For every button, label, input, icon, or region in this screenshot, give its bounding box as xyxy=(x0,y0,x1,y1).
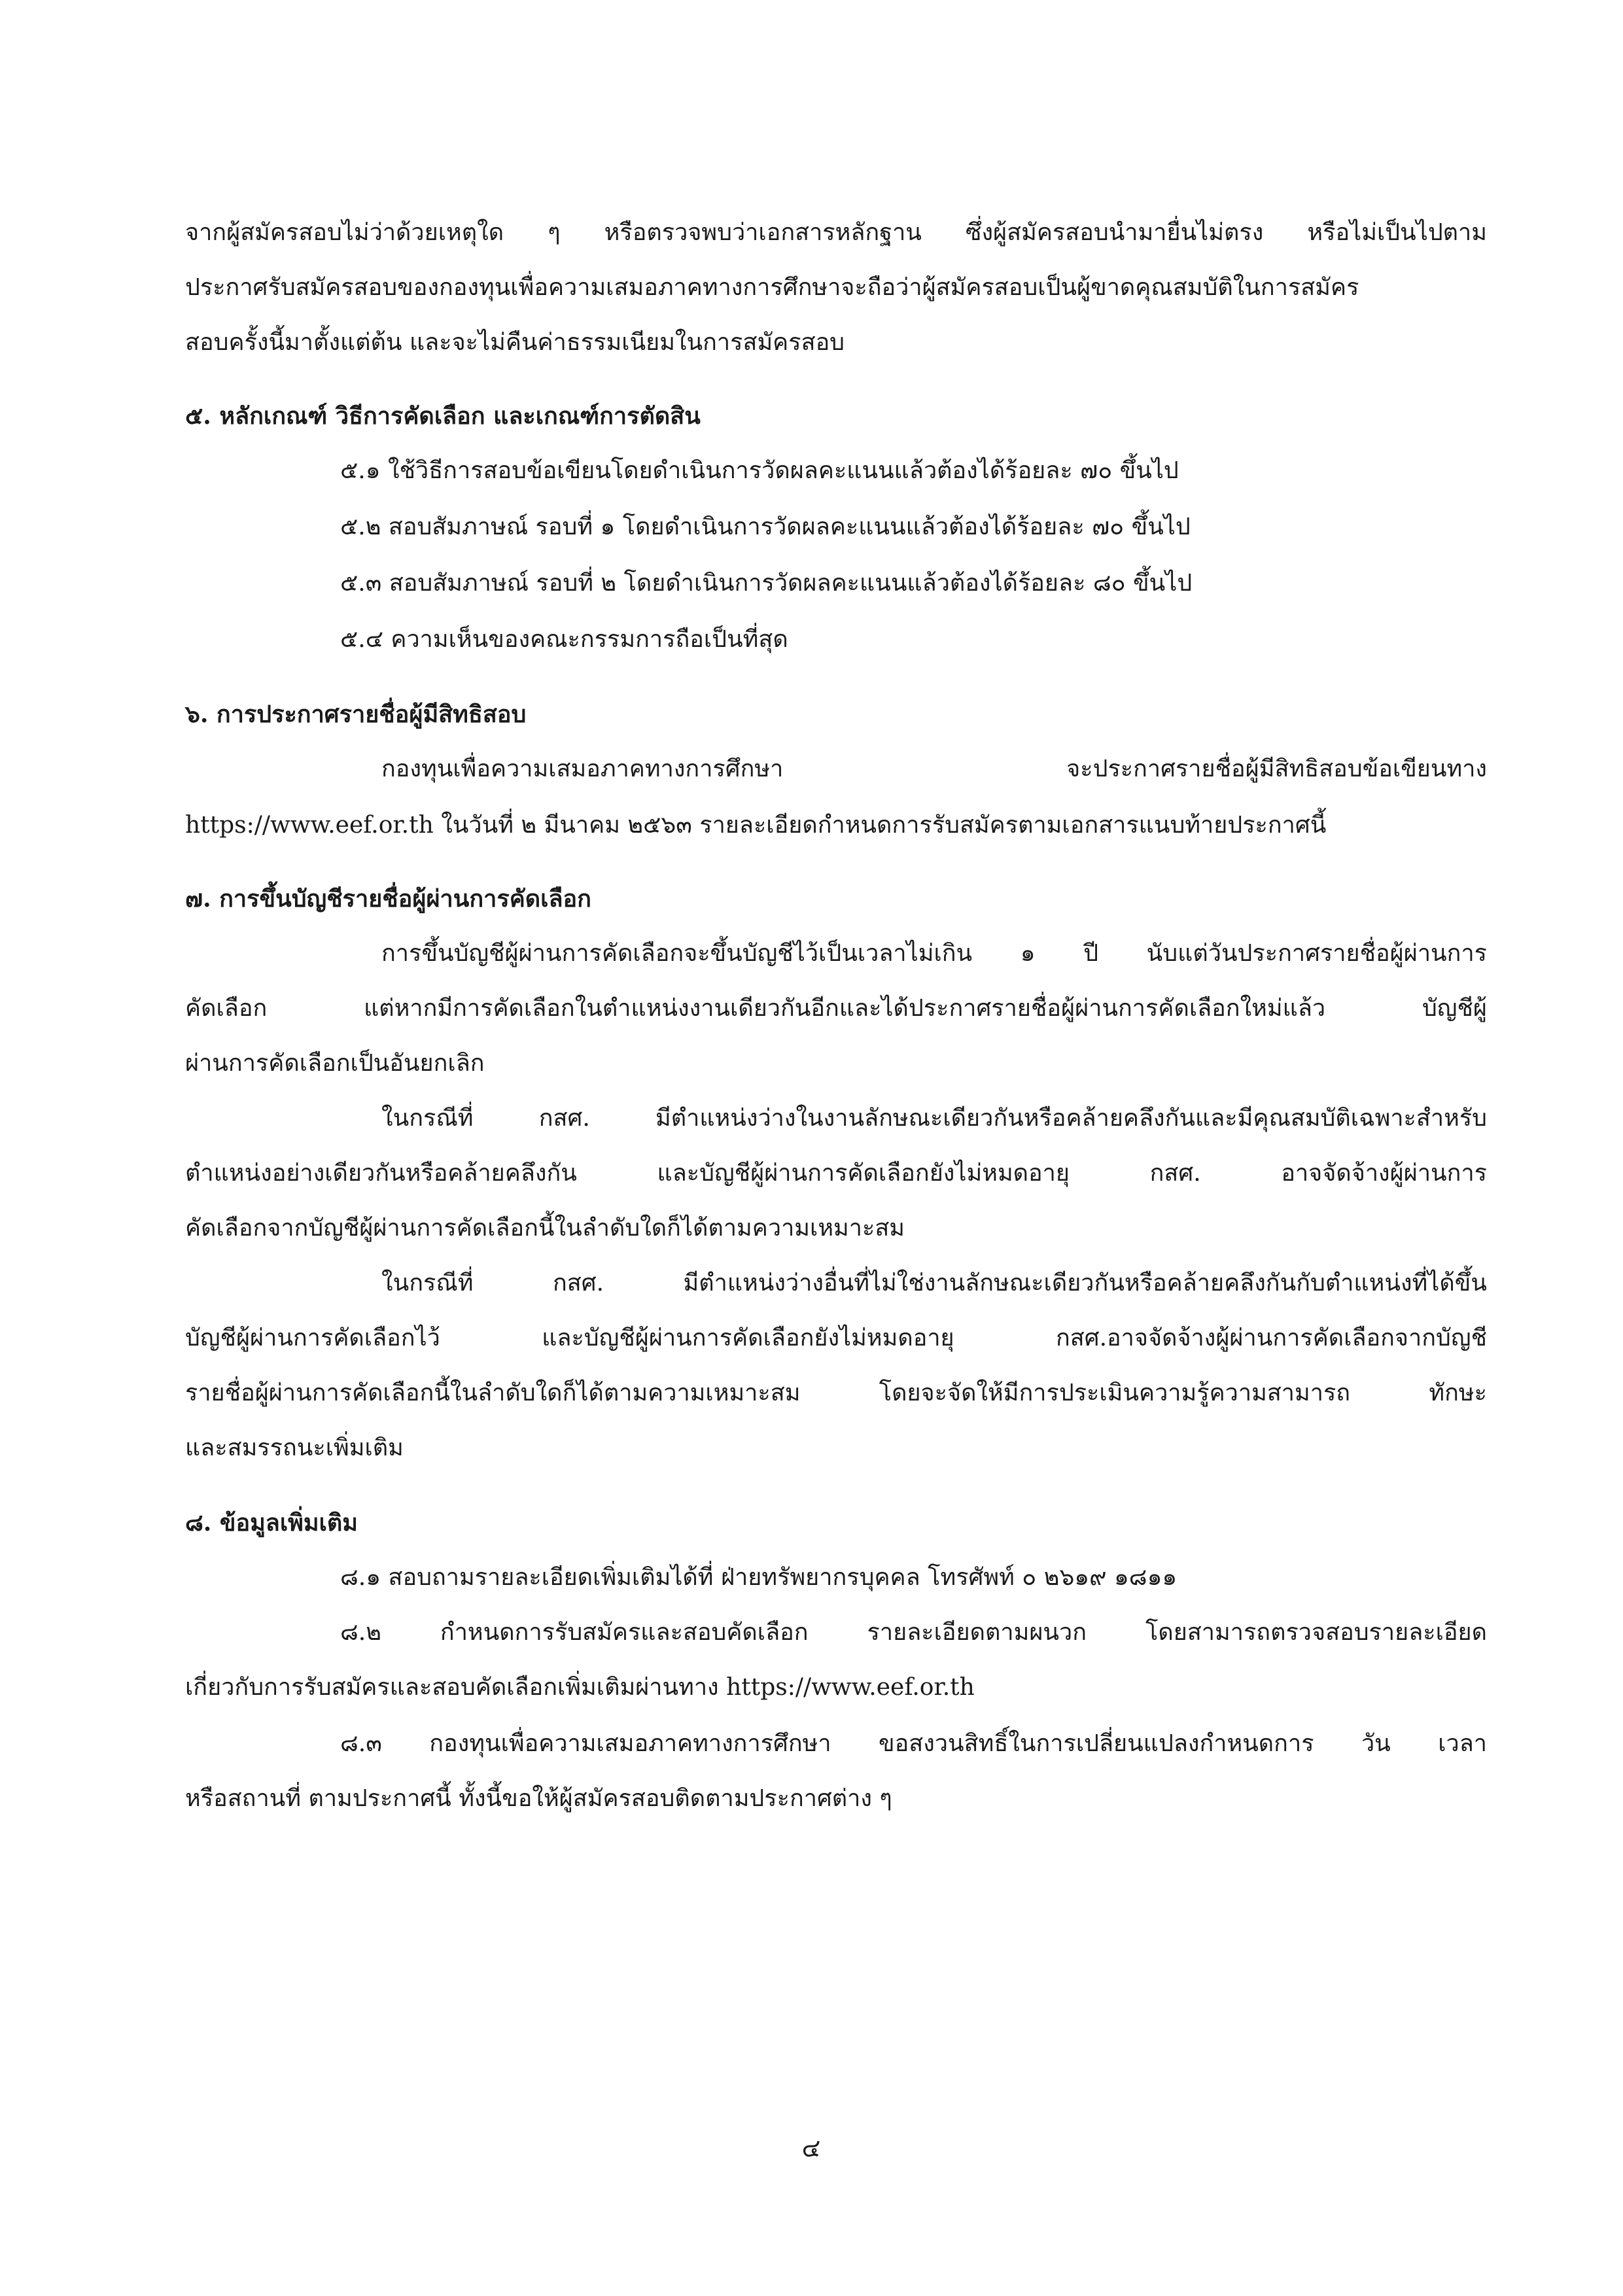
section-7-para-2-line-3: คัดเลือกจากบัญชีผู้ผ่านการคัดเลือกนี้ในลำดับใดก็ได้ตามความเหมาะสม xyxy=(185,1215,905,1242)
section-6-heading: ๖. การประกาศรายชื่อผู้มีสิทธิสอบ xyxy=(185,701,527,728)
section-8-item-1: ๘.๑ สอบถามรายละเอียดเพิ่มเติมได้ที่ ฝ่ายทรัพยากรบุคคล โทรศัพท์ ๐ ๒๖๑๙ ๑๘๑๑ xyxy=(340,1564,1178,1591)
page-number: ๔ xyxy=(801,2134,821,2163)
section-7-para-3-line-1: ในกรณีที่ กสศ. มีตำแหน่งว่างอื่นที่ไม่ใช่งานลักษณะเดียวกันหรือคล้ายคลึงกันกับตำแหน่งที่ได้ขึ้น xyxy=(381,1270,1487,1296)
section-7-para-3-line-4: และสมรรถนะเพิ่มเติม xyxy=(185,1435,404,1461)
section-7-para-2-line-1: ในกรณีที่ กสศ. มีตำแหน่งว่างในงานลักษณะเดียวกันหรือคล้ายคลึงกันและมีคุณสมบัติเฉพาะสำหรับ xyxy=(381,1105,1487,1132)
intro-line-2: ประกาศรับสมัครสอบของกองทุนเพื่อความเสมอภาคทางการศึกษาจะถือว่าผู้สมัครสอบเป็นผู้ขาดคุณสมบัติในการสมัคร xyxy=(185,274,1359,301)
section-5-heading: ๕. หลักเกณฑ์ วิธีการคัดเลือก และเกณฑ์การตัดสิน xyxy=(185,402,701,430)
section-7-para-1-line-2: คัดเลือก แต่หากมีการคัดเลือกในตำแหน่งงานเดียวกันอีกและได้ประกาศรายชื่อผู้ผ่านการคัดเลือกใหม่แล้ว บัญชีผู้ xyxy=(185,995,1487,1022)
section-8-heading: ๘. ข้อมูลเพิ่มเติม xyxy=(185,1509,358,1537)
section-7-para-2-line-2: ตำแหน่งอย่างเดียวกันหรือคล้ายคลึงกัน และบัญชีผู้ผ่านการคัดเลือกยังไม่หมดอายุ กสศ. อาจจัดจ้างผู้ผ่านการ xyxy=(185,1160,1487,1187)
section-8-item-3-line-1: ๘.๓ กองทุนเพื่อความเสมอภาคทางการศึกษา ขอสงวนสิทธิ์ในการเปลี่ยนแปลงกำหนดการ วัน เวลา xyxy=(340,1730,1487,1757)
section-7-para-1-line-1: การขึ้นบัญชีผู้ผ่านการคัดเลือกจะขึ้นบัญชีไว้เป็นเวลาไม่เกิน ๑ ปี นับแต่วันประกาศรายชื่อผู้ผ่านการ xyxy=(381,940,1487,967)
intro-line-1: จากผู้สมัครสอบไม่ว่าด้วยเหตุใด ๆ หรือตรวจพบว่าเอกสารหลักฐาน ซึ่งผู้สมัครสอบนำมายื่นไม่ตรง หรือไม่เป็นไปตาม xyxy=(185,219,1487,246)
section-5-item-3: ๕.๓ สอบสัมภาษณ์ รอบที่ ๒ โดยดำเนินการวัดผลคะแนนแล้วต้องได้ร้อยละ ๘๐ ขึ้นไป xyxy=(340,570,1193,597)
section-6-line-2: https://www.eef.or.th ในวันที่ ๒ มีนาคม ๒๕๖๓ รายละเอียดกำหนดการรับสมัครตามเอกสารแนบท้ายประกาศนี้ xyxy=(185,812,1327,839)
section-7-heading: ๗. การขึ้นบัญชีรายชื่อผู้ผ่านการคัดเลือก xyxy=(185,885,591,913)
section-6-line-1: กองทุนเพื่อความเสมอภาคทางการศึกษา จะประกาศรายชื่อผู้มีสิทธิสอบข้อเขียนทาง xyxy=(381,756,1487,782)
section-7-para-1-line-3: ผ่านการคัดเลือกเป็นอันยกเลิก xyxy=(185,1050,485,1077)
section-8-item-2-line-1: ๘.๒ กำหนดการรับสมัครและสอบคัดเลือก รายละเอียดตามผนวก โดยสามารถตรวจสอบรายละเอียด xyxy=(340,1619,1487,1646)
section-5-item-1: ๕.๑ ใช้วิธีการสอบข้อเขียนโดยดำเนินการวัดผลคะแนนแล้วต้องได้ร้อยละ ๗๐ ขึ้นไป xyxy=(340,457,1179,484)
section-5-item-4: ๕.๔ ความเห็นของคณะกรรมการถือเป็นที่สุด xyxy=(340,626,788,653)
section-8-item-2-line-2: เกี่ยวกับการรับสมัครและสอบคัดเลือกเพิ่มเติมผ่านทาง https://www.eef.or.th xyxy=(185,1674,975,1701)
section-7-para-3-line-3: รายชื่อผู้ผ่านการคัดเลือกนี้ในลำดับใดก็ได้ตามความเหมาะสม โดยจะจัดให้มีการประเมินความรู้ความสามารถ ทักษะ xyxy=(185,1380,1487,1406)
intro-line-3: สอบครั้งนี้มาตั้งแต่ต้น และจะไม่คืนค่าธรรมเนียมในการสมัครสอบ xyxy=(185,329,845,356)
section-8-item-3-line-2: หรือสถานที่ ตามประกาศนี้ ทั้งนี้ขอให้ผู้สมัครสอบติดตามประกาศต่าง ๆ xyxy=(185,1785,892,1812)
section-7-para-3-line-2: บัญชีผู้ผ่านการคัดเลือกไว้ และบัญชีผู้ผ่านการคัดเลือกยังไม่หมดอายุ กสศ.อาจจัดจ้างผู้ผ่านการคัดเลือกจากบัญชี xyxy=(185,1325,1487,1351)
section-5-item-2: ๕.๒ สอบสัมภาษณ์ รอบที่ ๑ โดยดำเนินการวัดผลคะแนนแล้วต้องได้ร้อยละ ๗๐ ขึ้นไป xyxy=(340,513,1191,540)
